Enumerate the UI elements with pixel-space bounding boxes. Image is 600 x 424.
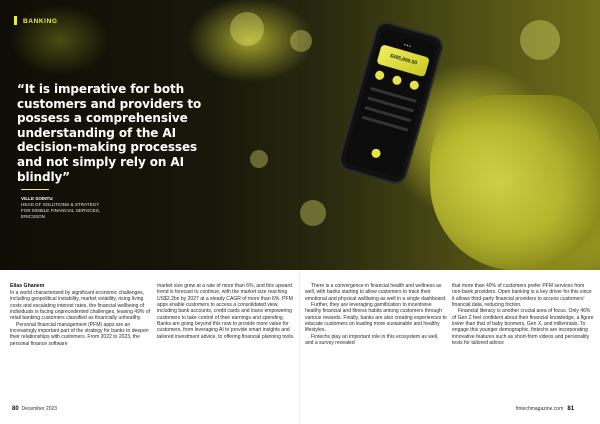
article-paragraph: There is a convergence in financial health and wellness as well, with banks starting to allow customers to track their emotional and physical wellbeing as well in a single dashboard. [305,283,447,302]
phone-action-dot [370,148,381,159]
pull-quote: “It is imperative for both customers and providers to possess a comprehensive understanding of the AI decision-making processes and not simply rely on AI blindly” [17,82,202,184]
article-paragraph: Personal financial management (PFM) apps are an increasingly important part of the strategy for banks to deepen their relationships with customers. From 2022 to 2023, the personal finance software [10,321,149,347]
section-label-text: BANKING [23,18,58,25]
attribution-name: VILLE SOINTU [21,196,53,201]
page-gutter [299,0,301,424]
bokeh-light [300,200,326,226]
footer-left [12,406,57,412]
hand-image [430,95,600,270]
phone-app-header: ● ● ● [403,42,412,49]
bokeh-light [290,30,312,52]
article-paragraph: In a world characterised by significant economic challenges, including geopolitical instability, market volatility, rising living costs and escalating interest rates, the financial wellbeing of individuals is facing unprecedented challenges, leaving 49% of retail banking customers classified as financially unhealthy. [10,289,151,322]
phone-action-dot [391,75,402,86]
attribution-role-1: HEAD OF SOLUTIONS & STRATEGY [21,202,100,207]
page-number-right: 81 [567,406,575,412]
article-author: Elias Ghanem [10,283,45,289]
article-paragraph: market size grew at a rate of more than 6%, and this upward trend is forecast to continue, with the market size reaching US$2.2bn by 2027 at a steady CAGR of more than 6%. PFM apps enable customers to access a consolidated view, including bank accounts, credit cards and loans empowering customers to take control of their earnings and spending. Banks are going beyond this now to provide more value for customers, from leveraging AI to provide smart insights and tailored investment advice, to offering financial planning tools. [157,283,295,340]
article-column-1 [10,283,152,347]
page-number-left: 80 [12,406,19,412]
article-column-2 [157,283,299,340]
article-paragraph: that more than 40% of customers prefer PFM services from non-bank providers. Open banking is a key driver for this since it allows third-party financial providers to access customers' financial data, reducing friction. [452,283,592,309]
attribution-company: ERICSSON [21,214,45,219]
phone-screen [344,28,438,179]
phone-balance: $365,800.50 [389,53,418,67]
magazine-site: fintechmagazine.com [516,406,564,412]
article-column-4 [452,283,594,346]
article-paragraph: Fintechs play an important role in this ecosystem as well, and a survey revealed [305,333,439,347]
phone-action-dot [374,70,385,81]
footer-right [516,406,574,412]
section-label [14,16,58,25]
article-paragraph: Financial literacy is another crucial area of focus. Only 46% of Gen Z feel confident about their financial knowledge, a figure lower than that of baby boomers, Gen X, and millennials. To engage this younger demographic, fintechs are incorporating innovative features such as short-form videos and personality tests for tailored advice [452,308,594,347]
attribution-role-2: FOR MOBILE FINANCIAL SERVICES, [21,208,101,213]
quote-divider [21,189,49,190]
section-accent-bar [14,16,17,25]
bokeh-light [230,12,264,46]
bokeh-light [250,150,268,168]
bokeh-light [520,20,560,60]
phone-action-dot [409,80,420,91]
smartphone-image [339,22,444,184]
issue-date: December 2023 [21,406,58,412]
article-paragraph: Further, they are leveraging gamification to incentivise healthy financial and fitness habits among customers through various rewards. Finally, banks are also creating experiences to educate customers on leading more sustainable and healthy lifestyles. [305,302,447,334]
quote-attribution [21,196,100,220]
article-column-3 [305,283,447,346]
